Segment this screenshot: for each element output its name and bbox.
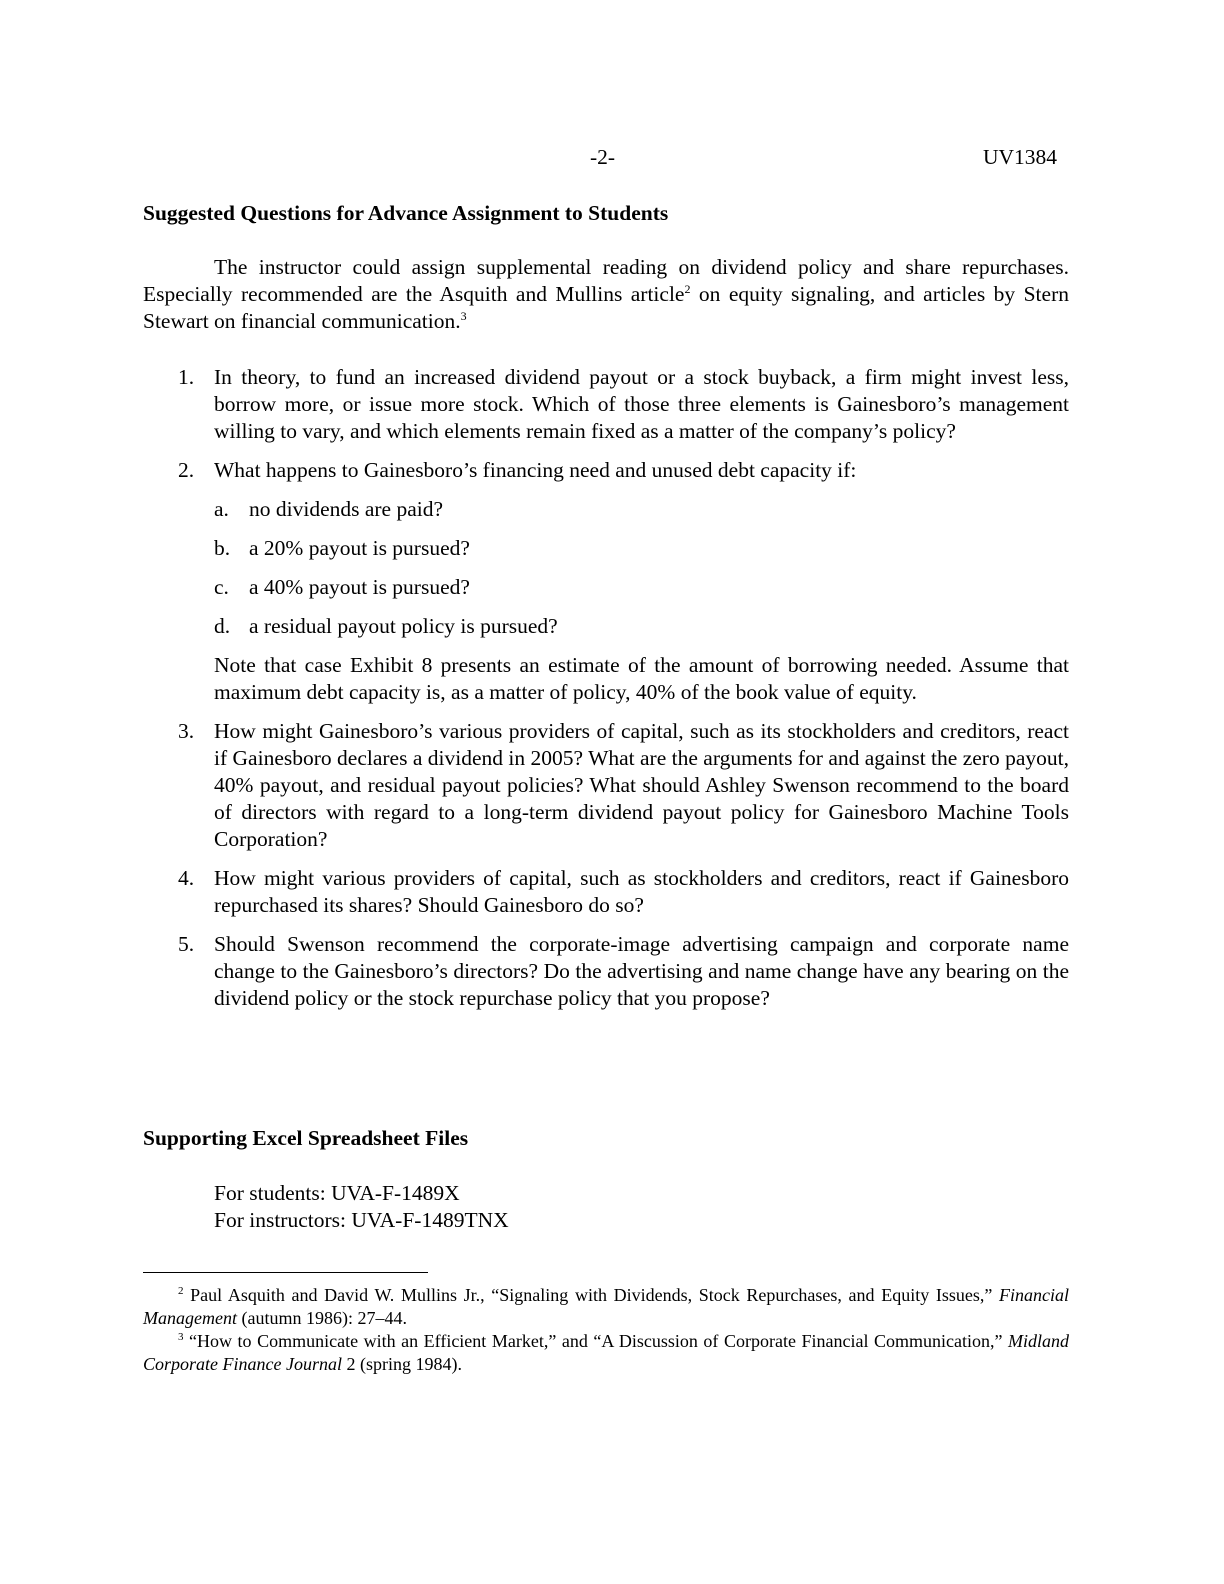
sub-question-text: no dividends are paid?	[249, 497, 444, 521]
intro-paragraph	[143, 254, 1069, 335]
question-text: In theory, to fund an increased dividend payout or a stock buyback, a firm might invest less, borrow more, or issue more stock. Which of those three elements is Gainesboro’s management willing to vary, and which elements remain fixed as a matter of the company’s policy?	[214, 365, 1069, 443]
question-number: 4.	[178, 866, 195, 890]
question-text: How might Gainesboro’s various providers of capital, such as its stockholders and creditors, react if Gainesboro declares a dividend in 2005? What are the arguments for and against the zero payout, 40% payout, and residual payout policies? What should Ashley Swenson recommend to the board of directors with regard to a long-term dividend payout policy for Gainesboro Machine Tools Corporation?	[214, 719, 1069, 851]
intro-text-part1: The instructor could assign supplemental reading on dividend policy and share repurchases. Especially recommended are the Asquith and Mullins article	[143, 255, 1069, 306]
footnote	[143, 1330, 1069, 1376]
sub-question-item	[214, 496, 1069, 523]
footnote-divider	[143, 1272, 428, 1273]
footnote-text: “How to Communicate with an Efficient Market,” and “A Discussion of Corporate Financial Communication,”	[183, 1331, 1008, 1351]
question-text: How might various providers of capital, such as stockholders and creditors, react if Gainesboro repurchased its shares? Should Gainesboro do so?	[214, 866, 1069, 917]
footnote-mark: 2	[178, 1285, 184, 1297]
sub-question-item	[214, 613, 1069, 640]
sub-question-text: a 40% payout is pursued?	[249, 575, 470, 599]
sub-question-letter: b.	[214, 536, 231, 560]
sub-question-text: a 20% payout is pursued?	[249, 536, 470, 560]
sub-question-text: a residual payout policy is pursued?	[249, 614, 558, 638]
footnote-text-end: (autumn 1986): 27–44.	[236, 1308, 407, 1328]
question-number: 5.	[178, 932, 195, 956]
sub-question-letter: d.	[214, 614, 231, 638]
footnote	[143, 1284, 1069, 1330]
instructors-file-line: For instructors: UVA-F-1489TNX	[214, 1208, 509, 1232]
question-item	[143, 931, 1069, 1012]
question-number: 1.	[178, 365, 195, 389]
question-item	[143, 364, 1069, 445]
students-file-line: For students: UVA-F-1489X	[214, 1181, 460, 1205]
sub-question-letter: c.	[214, 575, 229, 599]
page-number: -2-	[590, 145, 616, 169]
footnote-journal: Financial Management	[143, 1285, 1069, 1328]
footnotes	[143, 1284, 1069, 1376]
spreadsheet-files	[214, 1180, 509, 1234]
footnote-text: Paul Asquith and David W. Mullins Jr., “Signaling with Dividends, Stock Repurchases, and Equity Issues,”	[183, 1285, 999, 1305]
footnote-ref-3: 3	[460, 308, 467, 323]
sub-question-list	[214, 496, 1069, 640]
footnote-journal: Midland Corporate Finance Journal	[143, 1331, 1069, 1374]
question-note: Note that case Exhibit 8 presents an estimate of the amount of borrowing needed. Assume that maximum debt capacity is, as a matter of policy, 40% of the book value of equity.	[214, 653, 1069, 704]
question-item	[143, 865, 1069, 919]
footnote-text-end: 2 (spring 1984).	[341, 1354, 462, 1374]
question-item	[143, 457, 1069, 706]
question-number: 2.	[178, 458, 195, 482]
sub-question-letter: a.	[214, 497, 229, 521]
question-item	[143, 718, 1069, 853]
question-text: Should Swenson recommend the corporate-image advertising campaign and corporate name change to the Gainesboro’s directors? Do the advertising and name change have any bearing on the dividend policy or the stock repurchase policy that you propose?	[214, 932, 1069, 1010]
footnote-ref-2: 2	[684, 281, 691, 296]
footnote-mark: 3	[178, 1331, 184, 1343]
sub-question-item	[214, 574, 1069, 601]
section-heading-questions: Suggested Questions for Advance Assignment to Students	[143, 201, 669, 225]
sub-question-item	[214, 535, 1069, 562]
intro-text-part2: on equity signaling, and articles by Stern Stewart on financial communication.	[143, 282, 1069, 333]
question-text: What happens to Gainesboro’s financing need and unused debt capacity if:	[214, 458, 857, 482]
question-number: 3.	[178, 719, 195, 743]
document-code: UV1384	[983, 145, 1058, 169]
section-heading-spreadsheets: Supporting Excel Spreadsheet Files	[143, 1126, 469, 1150]
question-list	[143, 364, 1069, 1024]
